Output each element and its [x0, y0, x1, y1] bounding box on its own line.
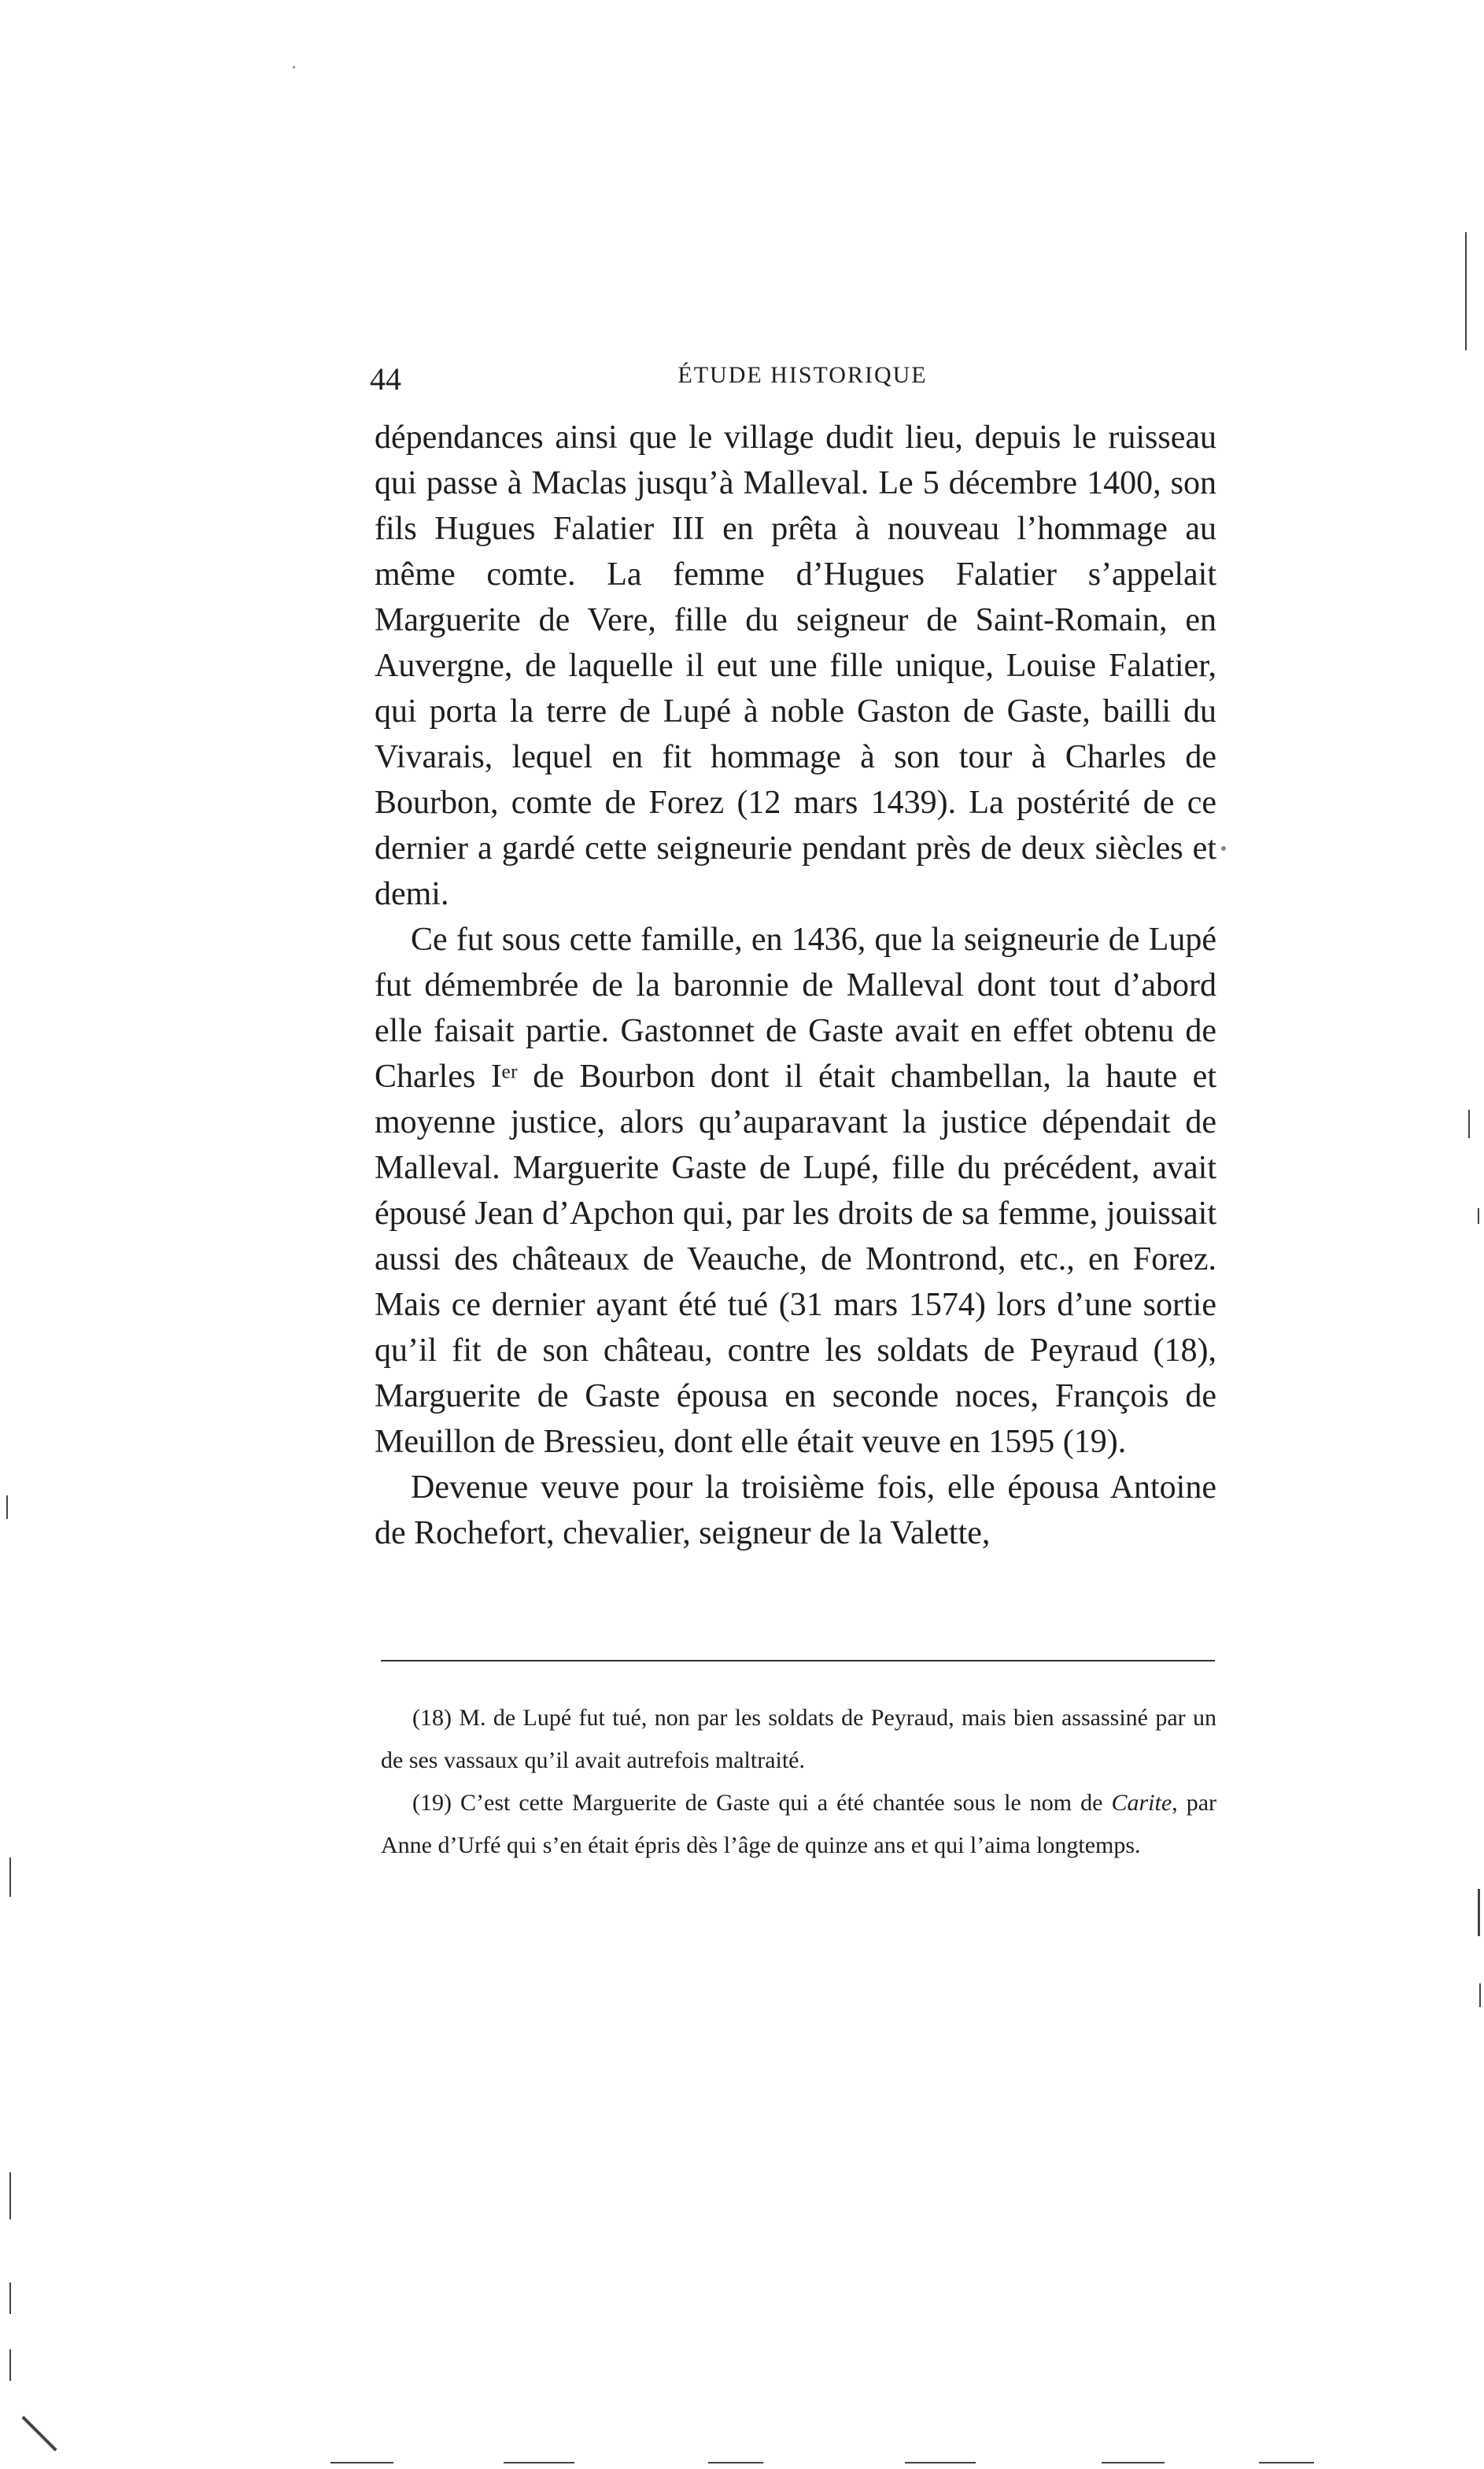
scan-bottom-dash [330, 2462, 393, 2463]
scan-margin-line [1479, 1983, 1481, 2007]
footnote-text: (19) C’est cette Marguerite de Gaste qui a été chantée sous le nom de [412, 1790, 1112, 1816]
footnote [381, 1782, 1216, 1867]
scan-margin-line [9, 2349, 11, 2381]
scan-bottom-dash [708, 2462, 763, 2463]
scan-margin-line [1465, 232, 1467, 350]
footnote: (18) M. de Lupé fut tué, non par les soldats de Peyraud, mais bien assassiné par un de ses vassaux qu’il avait autrefois maltraité. [381, 1705, 1216, 1773]
scan-corner-mark [21, 2415, 57, 2451]
body-text [375, 415, 1216, 1556]
scan-margin-line [6, 1495, 8, 1519]
footnote-rule [381, 1660, 1215, 1661]
scan-speck [293, 66, 295, 68]
scan-bottom-dash [504, 2462, 574, 2463]
footnotes [381, 1697, 1216, 1867]
paragraph: dépendances ainsi que le village dudit lieu, depuis le ruisseau qui passe à Maclas jusqu’à Malleval. Le 5 décembre 1400, son fils Hugues Falatier III en prêta à nouveau l’hommage au même comte. La femme d’Hugues Falatier s’appelait Marguerite de Vere, fille du seigneur de Saint-Romain, en Auvergne, de laquelle il eut une fille unique, Louise Falatier, qui porta la terre de Lupé à noble Gaston de Gaste, bailli du Vivarais, lequel en fit hommage à son tour à Charles de Bourbon, comte de Forez (12 mars 1439). La postérité de ce dernier a gardé cette seigneurie pendant près de deux siècles et demi. [375, 420, 1216, 912]
footnote-italic-text: Carite [1111, 1790, 1172, 1816]
scan-speck [1221, 846, 1226, 851]
scan-margin-line [1478, 1208, 1479, 1224]
paragraph: Devenue veuve pour la troisième fois, elle épousa Antoine de Rochefort, chevalier, seigneur de la Valette, [375, 1469, 1216, 1551]
page-number: 44 [370, 361, 401, 397]
scan-margin-line [9, 2282, 11, 2314]
scan-margin-line [9, 1857, 11, 1897]
scan-bottom-dash [905, 2462, 976, 2463]
scan-bottom-dash [1259, 2462, 1314, 2463]
scan-margin-line [1468, 1110, 1470, 1138]
scan-bottom-dash [1102, 2462, 1165, 2463]
scan-margin-line [9, 2172, 11, 2220]
running-head: ÉTUDE HISTORIQUE [677, 362, 928, 388]
scan-margin-line [1478, 1889, 1480, 1936]
footnote-text: , par Anne d’Urfé qui s’en était épris dès l’âge de quinze ans et qui l’aima longtemps. [381, 1790, 1217, 1858]
paragraph: Ce fut sous cette famille, en 1436, que la seigneurie de Lupé fut démembrée de la baronnie de Malleval dont tout d’abord elle faisait partie. Gastonnet de Gaste avait en effet obtenu de Charles Iᵉʳ de Bourbon dont il était chambellan, la haute et moyenne justice, alors qu’auparavant la justice dépendait de Malleval. Marguerite Gaste de Lupé, fille du précédent, avait épousé Jean d’Apchon qui, par les droits de sa femme, jouissait aussi des châteaux de Veauche, de Montrond, etc., en Forez. Mais ce dernier ayant été tué (31 mars 1574) lors d’une sortie qu’il fit de son château, contre les soldats de Peyraud (18), Marguerite de Gaste épousa en seconde noces, François de Meuillon de Bressieu, dont elle était veuve en 1595 (19). [375, 922, 1216, 1460]
